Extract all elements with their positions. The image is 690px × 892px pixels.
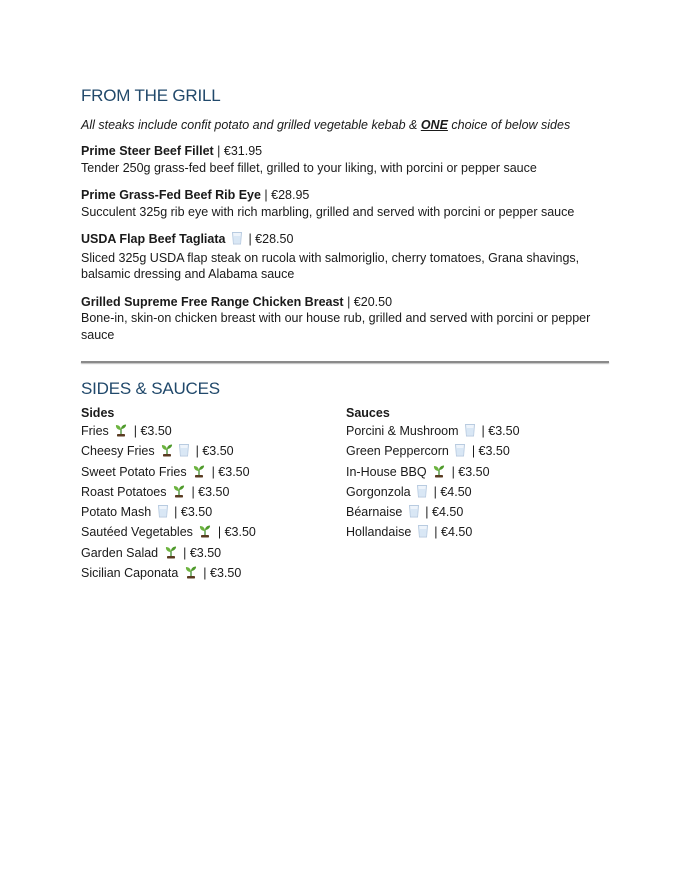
- menu-item-price: | €20.50: [343, 294, 393, 309]
- grill-section: [81, 86, 611, 343]
- menu-item-name: Prime Steer Beef Fillet: [81, 144, 214, 158]
- sauce-item-name: Gorgonzola: [346, 484, 411, 499]
- menu-item: [81, 231, 611, 283]
- side-item: [81, 442, 346, 462]
- sides-sauces-title: SIDES & SAUCES: [81, 379, 220, 398]
- sides-heading: Sides: [81, 406, 115, 420]
- intro-text-end: choice of below sides: [447, 118, 571, 132]
- sauce-item-price: | €4.50: [433, 484, 472, 499]
- sauces-column: [346, 404, 611, 584]
- section-divider: [81, 361, 609, 363]
- sauce-item-price: | €4.50: [425, 505, 464, 520]
- menu-item-price: | €31.95: [213, 144, 263, 158]
- side-item-price: | €3.50: [183, 545, 222, 560]
- side-item-name: Fries: [81, 424, 109, 438]
- menu-item-heading: [81, 143, 611, 160]
- sauce-item: [346, 503, 611, 523]
- vegan-icon: [164, 545, 178, 564]
- side-item: [81, 483, 346, 503]
- menu-item-heading: [81, 187, 611, 204]
- vegan-icon: [160, 443, 174, 462]
- milk-icon: [178, 443, 190, 462]
- menu-item-name: USDA Flap Beef Tagliata: [81, 232, 226, 246]
- vegan-icon: [172, 484, 186, 503]
- sauce-item: [346, 523, 611, 543]
- vegan-icon: [114, 423, 128, 442]
- milk-icon: [231, 231, 243, 250]
- menu-item-name: Grilled Supreme Free Range Chicken Breast: [81, 294, 344, 309]
- menu-item-heading: [81, 294, 611, 311]
- sauce-item: [346, 483, 611, 503]
- sauce-item-price: | €3.50: [471, 444, 510, 459]
- side-item-name: Cheesy Fries: [81, 444, 155, 459]
- side-item-price: | €3.50: [191, 484, 230, 499]
- sauce-item-price: | €3.50: [451, 464, 490, 479]
- menu-item: [81, 187, 611, 220]
- side-item-name: Sautéed Vegetables: [81, 525, 193, 540]
- side-item-name: Sweet Potato Fries: [81, 464, 187, 479]
- milk-icon: [416, 484, 428, 503]
- sauce-item-price: | €4.50: [434, 525, 473, 540]
- side-item-name: Garden Salad: [81, 545, 159, 560]
- menu-item: [81, 294, 611, 344]
- side-item-price: | €3.50: [203, 566, 242, 581]
- sauce-item-name: Hollandaise: [346, 525, 412, 540]
- side-item-price: | €3.50: [174, 505, 213, 520]
- side-item-name: Roast Potatoes: [81, 484, 167, 499]
- side-item-name: Potato Mash: [81, 505, 152, 520]
- sauce-item-name: Béarnaise: [346, 505, 403, 520]
- milk-icon: [417, 524, 429, 543]
- intro-text: All steaks include confit potato and grilled vegetable kebab &: [81, 118, 421, 132]
- side-item: [81, 503, 346, 523]
- sauce-item: [346, 463, 611, 483]
- menu-item-description: Tender 250g grass-fed beef fillet, grilled to your liking, with porcini or pepper sauce: [81, 160, 537, 175]
- sauce-item-name: Green Peppercorn: [346, 444, 449, 459]
- side-item-price: | €3.50: [211, 464, 250, 479]
- sauce-item-name: In-House BBQ: [346, 464, 427, 479]
- menu-item-price: | €28.95: [260, 188, 310, 202]
- vegan-icon: [432, 464, 446, 483]
- milk-icon: [157, 504, 169, 523]
- side-item-price: | €3.50: [217, 525, 256, 540]
- sides-column: [81, 404, 346, 584]
- sauce-item-price: | €3.50: [481, 424, 520, 438]
- milk-icon: [464, 423, 476, 442]
- milk-icon: [454, 443, 466, 462]
- sauce-item-name: Porcini & Mushroom: [346, 424, 459, 438]
- side-item-name: Sicilian Caponata: [81, 566, 179, 581]
- milk-icon: [408, 504, 420, 523]
- sauce-item: [346, 422, 611, 442]
- side-item-price: | €3.50: [133, 424, 172, 438]
- side-item: [81, 544, 346, 564]
- side-item: [81, 564, 346, 584]
- menu-item-heading: [81, 231, 611, 250]
- grill-title: FROM THE GRILL: [81, 86, 221, 105]
- side-item: [81, 523, 346, 543]
- menu-item-description: Sliced 325g USDA flap steak on rucola with salmoriglio, cherry tomatoes, Grana shavings, balsamic dressing and Alabama sauce: [81, 250, 580, 281]
- side-item: [81, 422, 346, 442]
- grill-intro: [81, 118, 611, 132]
- menu-item-description: Succulent 325g rib eye with rich marbling, grilled and served with porcini or pepper sauce: [81, 204, 575, 219]
- menu-item-price: | €28.50: [244, 232, 294, 246]
- sauces-heading: Sauces: [346, 406, 390, 420]
- vegan-icon: [184, 565, 198, 584]
- sides-sauces-columns: [81, 404, 611, 584]
- menu-item-description: Bone-in, skin-on chicken breast with our house rub, grilled and served with porcini or pepper sauce: [81, 311, 591, 342]
- side-item: [81, 463, 346, 483]
- menu-item-name: Prime Grass-Fed Beef Rib Eye: [81, 188, 261, 202]
- grill-items: [81, 143, 611, 343]
- vegan-icon: [198, 524, 212, 543]
- sauce-item: [346, 442, 611, 462]
- menu-item: [81, 143, 611, 176]
- sides-sauces-section: [81, 379, 611, 584]
- side-item-price: | €3.50: [195, 444, 234, 459]
- intro-emphasis: ONE: [420, 118, 448, 132]
- vegan-icon: [192, 464, 206, 483]
